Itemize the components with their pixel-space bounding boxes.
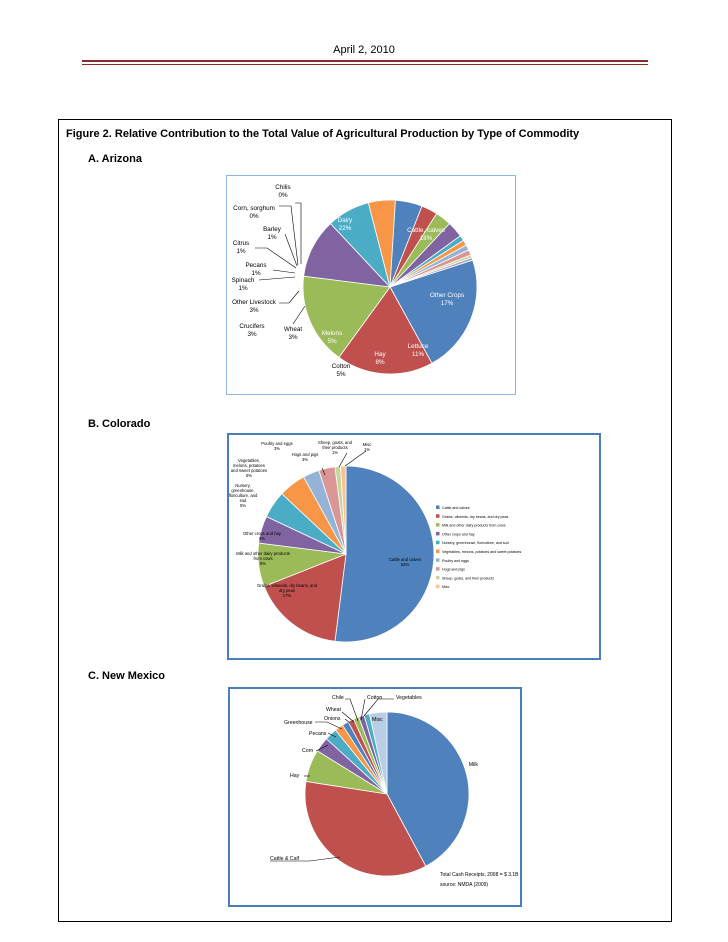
new-mexico-label-onions: Onions	[324, 716, 341, 722]
colorado-label-cattle-and-calves: Cattle and calves 52%	[388, 557, 422, 567]
new-mexico-total-receipts: Total Cash Receipts, 2008 = $ 3.1B	[440, 872, 519, 878]
new-mexico-label-corn: Corn	[302, 748, 314, 754]
arizona-label-pecans: Pecans 1%	[245, 262, 267, 277]
colorado-label-milk-and-other-dairy-products-from-cows: Milk and other dairy products from cows 8%	[236, 551, 290, 566]
colorado-pie-chart	[229, 435, 603, 662]
colorado-legend-item: Milk and other dairy products from cows	[442, 523, 506, 528]
colorado-label-nursery-greenhouse-floriculture-and-sod: Nursery, greenhouse, floriculture, and sod 5%	[229, 483, 258, 508]
section-heading-arizona: A. Arizona	[88, 153, 142, 165]
arizona-leader-barley	[285, 234, 297, 266]
arizona-label-spinach: Spinach 1%	[231, 277, 255, 292]
colorado-legend-item: Sheep, goats, and their products	[442, 576, 494, 581]
colorado-label-sheep-goats-and-their-products: Sheep, goats, and their products 1%	[318, 440, 352, 455]
arizona-label-corn-sorghum: Corn, sorghum 0%	[233, 205, 275, 220]
colorado-legend-swatch	[436, 585, 440, 589]
colorado-legend-item: Grains, oilseeds, dry beans, and dry peas	[442, 514, 509, 519]
new-mexico-chart-box	[228, 687, 522, 907]
colorado-legend-item: Other crops and hay	[442, 532, 475, 537]
arizona-leader-spinach	[259, 277, 295, 280]
colorado-leader-misc	[345, 451, 366, 466]
colorado-legend-swatch	[436, 523, 440, 527]
arizona-label-crucifers: Crucifers 3%	[239, 323, 265, 338]
colorado-chart-box	[227, 433, 601, 660]
arizona-label-chilis: Chilis 0%	[275, 184, 291, 199]
new-mexico-label-wheat: Wheat	[326, 707, 341, 713]
new-mexico-label-vegetables: Vegetables	[396, 695, 422, 701]
section-heading-new-mexico: C. New Mexico	[88, 670, 166, 682]
colorado-label-vegetables-melons-potatoes-and-sweet-potatoes: Vegetables, melons, potatoes and sweet potatoes 5%	[230, 458, 268, 478]
arizona-label-other-crops: Other Crops 17%	[429, 292, 465, 307]
header-rule	[82, 60, 648, 62]
arizona-leader-pecans	[273, 270, 295, 273]
arizona-label-barley: Barley 1%	[263, 226, 281, 241]
colorado-label-misc: Misc 1%	[362, 442, 372, 452]
arizona-label-dairy: Dairy 22%	[337, 217, 353, 232]
colorado-legend-swatch	[436, 541, 440, 545]
colorado-legend-item: Misc	[442, 585, 450, 590]
new-mexico-label-chile: Chile	[332, 695, 344, 701]
colorado-legend-item: Poultry and eggs	[442, 558, 469, 563]
colorado-leader-sheep	[339, 453, 347, 467]
arizona-label-cotton: Cotton 5%	[331, 363, 351, 378]
colorado-legend-item: Hogs and pigs	[442, 567, 465, 572]
new-mexico-label-pecans: Pecans	[309, 731, 327, 737]
colorado-legend-swatch	[436, 576, 440, 580]
colorado-legend-swatch	[436, 506, 440, 510]
colorado-legend-swatch	[436, 558, 440, 562]
colorado-legend-swatch	[436, 532, 440, 536]
new-mexico-label-cattle-calf: Cattle & Calf	[270, 856, 300, 862]
colorado-legend-item: Nursery, greenhouse, floriculture, and sod	[442, 541, 509, 546]
colorado-slice-cattle-and-calves	[335, 466, 434, 642]
colorado-legend-item: Vegetables, melons, potatoes and sweet potatoes	[442, 550, 522, 554]
new-mexico-label-misc: Misc	[372, 717, 383, 723]
arizona-label-hay: Hay 8%	[374, 351, 386, 366]
new-mexico-label-milk: Milk	[468, 762, 478, 768]
colorado-label-other-crops-and-hay: Other crops and hay 5%	[243, 531, 281, 541]
arizona-label-melons: Melons 5%	[321, 330, 343, 345]
header-rule-thin	[82, 64, 648, 65]
arizona-leader-other-livestock	[279, 291, 299, 303]
arizona-label-citrus: Citrus 1%	[232, 240, 250, 255]
arizona-label-lettuce: Lettuce 11%	[407, 343, 429, 358]
arizona-label-other-livestock: Other Livestock 3%	[232, 299, 276, 314]
colorado-label-hogs-and-pigs: Hogs and pigs 3%	[291, 452, 319, 462]
section-heading-colorado: B. Colorado	[88, 418, 151, 430]
arizona-label-wheat: Wheat 3%	[283, 326, 303, 341]
colorado-legend-swatch	[436, 567, 440, 571]
new-mexico-label-hay: Hay	[290, 773, 300, 779]
arizona-leader-wheat	[293, 306, 305, 324]
arizona-label-cattle-calves: Cattle, calves 18%	[407, 227, 445, 242]
colorado-legend-swatch	[436, 550, 440, 554]
new-mexico-label-cotton: Cotton	[367, 695, 383, 701]
figure-title: Figure 2. Relative Contribution to the Total Value of Agricultural Production by Type of Commodity	[66, 128, 580, 140]
arizona-leader-corn-sorghum	[279, 206, 298, 265]
arizona-leader-chilis	[295, 203, 301, 264]
new-mexico-leader-wheat	[342, 712, 354, 722]
colorado-legend-item: Cattle and calves	[442, 506, 470, 510]
arizona-chart-box	[226, 175, 516, 395]
arizona-pie-chart	[227, 176, 517, 396]
colorado-label-grains-oilseeds-dry-beans-and-dry-peas: Grains, oilseeds, dry beans, and dry peas 17%	[256, 583, 318, 598]
colorado-label-poultry-and-eggs: Poultry and eggs 3%	[261, 441, 293, 451]
new-mexico-source: source: NMDA (2009)	[440, 882, 489, 888]
colorado-legend-swatch	[436, 514, 440, 518]
header-date: April 2, 2010	[333, 44, 395, 56]
new-mexico-label-greenhouse: Greenhouse	[284, 720, 313, 726]
new-mexico-pie-chart	[230, 689, 524, 909]
